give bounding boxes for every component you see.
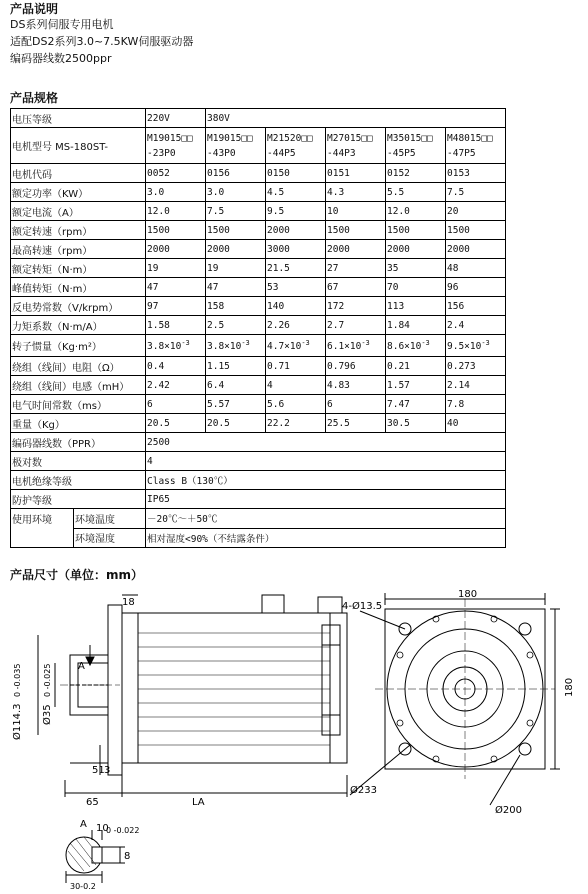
env-hum-value: 相对湿度<90%（不结露条件） [146,528,506,548]
model-cell: M35015□□ -45P5 [386,128,446,164]
row-value: 1500 [446,221,506,240]
dim-51: 51 [92,765,105,776]
row-label: 峰值转矩（N·m） [11,278,146,297]
row-value: 0.796 [326,357,386,376]
row-label: 电气时间常数（ms） [11,395,146,414]
row-value: 4 [266,376,326,395]
table-row [11,316,506,335]
row-value: 12.0 [146,202,206,221]
table-row [11,259,506,278]
inertia-cell: $8.6\times 10^{-3}$ [386,335,446,357]
row-label: 额定转矩（N·m） [11,259,146,278]
table-row [11,433,506,452]
row-value: 7.5 [446,183,506,202]
table-row [11,109,506,128]
row-value: 47 [146,278,206,297]
insulation-value: Class B（130℃） [146,471,506,490]
row-value: 3.0 [146,183,206,202]
env-temp-label: 环境温度 [74,509,146,528]
row-value: 25.5 [326,414,386,433]
row-value: 140 [266,297,326,316]
front-view [350,593,560,805]
intro-title: 产品说明 [10,2,59,16]
row-value: 6 [146,395,206,414]
row-value: 4.5 [266,183,326,202]
row-label: 额定功率（KW） [11,183,146,202]
model-cell: M27015□□ -44P3 [326,128,386,164]
row-value: 2.42 [146,376,206,395]
row-value: 30.5 [386,414,446,433]
row-value: 97 [146,297,206,316]
row-value: 1500 [386,221,446,240]
row-value: 12.0 [386,202,446,221]
row-value: 7.8 [446,395,506,414]
row-label: 额定转速（rpm） [11,221,146,240]
dim-la: LA [192,797,205,808]
model-label: 电机型号 MS-180ST- [11,128,146,164]
dim-4-holes: 4-Ø13.5 [342,601,383,612]
row-value: 6 [326,395,386,414]
dim-65: 65 [86,797,99,808]
table-row [11,357,506,376]
row-value: 47 [206,278,266,297]
protection-value: IP65 [146,490,506,509]
model-cell: M21520□□ -44P5 [266,128,326,164]
voltage-label: 电压等级 [11,109,146,128]
row-value: 172 [326,297,386,316]
row-value: 1500 [206,221,266,240]
row-value: 27 [326,259,386,278]
row-value: 5.5 [386,183,446,202]
row-value: 40 [446,414,506,433]
row-value: 1.84 [386,316,446,335]
table-row [11,490,506,509]
row-value: 1500 [146,221,206,240]
row-value: 19 [206,259,266,278]
dim-180-width: 180 [458,589,478,600]
table-row [11,395,506,414]
table-row [11,509,506,529]
model-cell: M48015□□ -47P5 [446,128,506,164]
row-value: 0.273 [446,357,506,376]
row-value: 3000 [266,240,326,259]
table-row [11,335,506,357]
encoder-label: 编码器线数（PPR） [11,433,146,452]
row-value: 0150 [266,164,326,183]
row-value: 0052 [146,164,206,183]
dim-35-tol: 0 -0.025 [43,663,52,697]
row-value: 2.4 [446,316,506,335]
row-value: 21.5 [266,259,326,278]
row-value: 2.5 [206,316,266,335]
row-label: 额定电流（A） [11,202,146,221]
inertia-cell: $9.5\times 10^{-3}$ [446,335,506,357]
row-value: 22.2 [266,414,326,433]
row-value: 2000 [326,240,386,259]
row-value: 0151 [326,164,386,183]
row-value: 67 [326,278,386,297]
row-value: 35 [386,259,446,278]
row-label: 绕组（线间）电阻（Ω） [11,357,146,376]
row-value: 5.6 [266,395,326,414]
model-cell: M19015□□ -43P0 [206,128,266,164]
table-row [11,183,506,202]
row-value: 0153 [446,164,506,183]
row-label: 重量（Kg） [11,414,146,433]
table-row [11,297,506,316]
row-value: 2.14 [446,376,506,395]
row-value: 0.4 [146,357,206,376]
dim-180-height: 180 [564,677,575,697]
spec-table [10,108,506,548]
model-cell: M19015□□ -23P0 [146,128,206,164]
row-value: 2000 [266,221,326,240]
inertia-cell: $3.8\times 10^{-3}$ [146,335,206,357]
row-value: 4.3 [326,183,386,202]
table-row [11,452,506,471]
row-value: 53 [266,278,326,297]
intro-line-1: DS系列伺服专用电机 [10,18,114,31]
row-value: 5.57 [206,395,266,414]
row-value: 70 [386,278,446,297]
row-value: 0.71 [266,357,326,376]
row-value: 0.21 [386,357,446,376]
voltage-220: 220V [146,109,206,128]
row-value: 3.0 [206,183,266,202]
row-label: 最高转速（rpm） [11,240,146,259]
env-label: 使用环境 [11,509,74,528]
table-row [11,164,506,183]
voltage-380: 380V [206,109,506,128]
dim-114-tol: 0 -0.035 [13,663,22,697]
table-row [11,202,506,221]
row-value: 7.47 [386,395,446,414]
inertia-label: 转子惯量（Kg·m²） [11,335,146,357]
dim-key-8: 8 [124,851,131,862]
row-value: 7.5 [206,202,266,221]
dim-18: 18 [122,597,135,608]
dimension-drawing [0,585,588,894]
row-value: 4.83 [326,376,386,395]
env-temp-value: －20℃～＋50℃ [146,509,506,529]
row-value: 48 [446,259,506,278]
row-value: 156 [446,297,506,316]
dims-title: 产品尺寸（单位：mm） [10,568,144,582]
row-value: 20.5 [206,414,266,433]
row-value: 2000 [446,240,506,259]
inertia-cell: $4.7\times 10^{-3}$ [266,335,326,357]
dim-200: Ø200 [495,805,522,816]
intro-line-3: 编码器线数2500ppr [10,52,112,65]
key-section [66,830,125,883]
row-value: 0152 [386,164,446,183]
row-value: 96 [446,278,506,297]
row-value: 113 [386,297,446,316]
poles-label: 极对数 [11,452,146,471]
dim-3: 3 [104,765,111,776]
table-row [11,221,506,240]
row-value: 1.15 [206,357,266,376]
intro-line-2: 适配DS2系列3.0~7.5KW伺服驱动器 [10,35,194,48]
row-value: 1.58 [146,316,206,335]
row-value: 20.5 [146,414,206,433]
table-row [11,376,506,395]
env-cell [11,509,146,548]
row-label: 反电势常数（V/krpm） [11,297,146,316]
inertia-cell: $6.1\times 10^{-3}$ [326,335,386,357]
dim-35: Ø35 [42,704,53,725]
row-label: 电机代码 [11,164,146,183]
inertia-cell: $3.8\times 10^{-3}$ [206,335,266,357]
row-value: 158 [206,297,266,316]
row-value: 1.57 [386,376,446,395]
dim-233: Ø233 [350,785,377,796]
table-row [11,240,506,259]
table-row [11,128,506,164]
dim-a-section: A [80,819,87,830]
dim-key-10-tol: 0 -0.022 [106,826,140,835]
dim-key-10: 10 [96,823,109,834]
dim-key-30: 30-0.2 [70,882,96,891]
row-value: 2000 [146,240,206,259]
row-value: 2.7 [326,316,386,335]
table-row [11,471,506,490]
dim-a-arrow: A [78,661,85,672]
insulation-label: 电机绝缘等级 [11,471,146,490]
side-view [38,595,347,797]
row-value: 10 [326,202,386,221]
table-row [11,414,506,433]
env-hum-label: 环境湿度 [75,534,115,546]
row-value: 2000 [386,240,446,259]
row-value: 6.4 [206,376,266,395]
row-label: 力矩系数（N·m/A） [11,316,146,335]
row-value: 1500 [326,221,386,240]
row-value: 19 [146,259,206,278]
row-value: 9.5 [266,202,326,221]
encoder-value: 2500 [146,433,506,452]
row-label: 绕组（线间）电感（mH） [11,376,146,395]
row-value: 2.26 [266,316,326,335]
dim-114: Ø114.3 [12,703,23,740]
table-row [11,278,506,297]
spec-title: 产品规格 [10,91,59,105]
protection-label: 防护等级 [11,490,146,509]
poles-value: 4 [146,452,506,471]
row-value: 2000 [206,240,266,259]
row-value: 20 [446,202,506,221]
row-value: 0156 [206,164,266,183]
